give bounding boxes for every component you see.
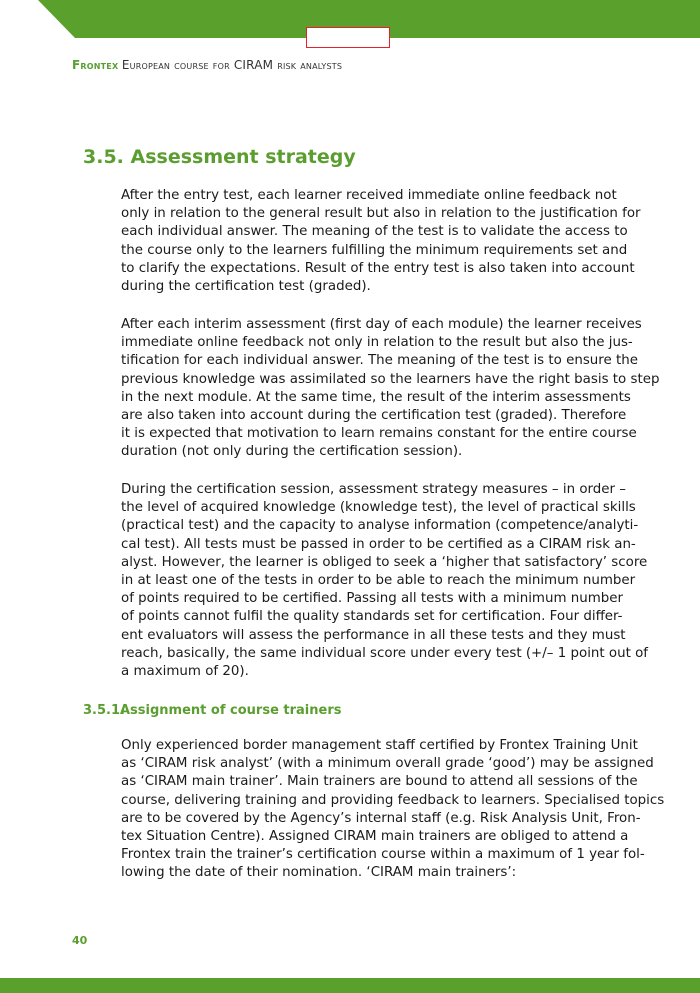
text-line: During the certification session, assessment strategy measures – in order –	[121, 482, 627, 497]
running-header-brand: Frontex	[72, 58, 119, 72]
text-line: the course only to the learners fulfilling the minimum requirements set and	[121, 242, 628, 258]
text-line: it is expected that motivation to learn remains constant for the entire course	[121, 426, 637, 442]
page-number: 40	[72, 934, 88, 947]
paragraph-entry-test	[121, 187, 641, 296]
text-line: in at least one of the tests in order to be able to reach the minimum number	[121, 573, 636, 589]
text-line: each individual answer. The meaning of the test is to validate the access to	[121, 224, 628, 240]
text-line: course, delivering training and providing feedback to learners. Specialised topics	[121, 792, 665, 808]
text-line: a maximum of 20).	[121, 664, 249, 680]
text-line: to clarify the expectations. Result of the entry test is also taken into account	[121, 260, 635, 276]
text-line: cal test). All tests must be passed in order to be certified as a CIRAM risk an-	[121, 536, 636, 552]
subsection-title	[83, 703, 341, 718]
text-line: immediate online feedback not only in relation to the result but also the jus-	[121, 335, 633, 351]
text-line: as ‘CIRAM risk analyst’ (with a minimum overall grade ‘good’) may be assigned	[121, 756, 654, 772]
text-line: of points required to be certified. Passing all tests with a minimum number	[121, 591, 624, 607]
text-line: ent evaluators will assess the performance in all these tests and they must	[121, 627, 626, 643]
text-line: previous knowledge was assimilated so the learners have the right basis to step	[121, 371, 660, 387]
text-line: Only experienced border management staff certified by Frontex Training Unit	[121, 738, 638, 753]
subsection-title-text: Assignment of course trainers	[120, 703, 342, 718]
text-line: duration (not only during the certification session).	[121, 444, 463, 460]
red-annotation-box	[306, 27, 390, 48]
text-line: are to be covered by the Agency’s internal staff (e.g. Risk Analysis Unit, Fron-	[121, 810, 641, 826]
footer-bar	[0, 978, 700, 993]
paragraph-interim-assessment	[121, 316, 660, 462]
text-line: are also taken into account during the certification test (graded). Therefore	[121, 408, 627, 424]
running-header-course: European course for CIRAM risk analysts	[121, 58, 343, 72]
text-line: (practical test) and the capacity to analyse information (competence/analyti-	[121, 518, 639, 534]
text-line: Frontex train the trainer’s certification course within a maximum of 1 year fol-	[121, 847, 645, 863]
text-line: reach, basically, the same individual score under every test (+/– 1 point out of	[121, 645, 649, 661]
text-line: lowing the date of their nomination. ‘CIRAM main trainers’:	[121, 865, 517, 881]
text-line: alyst. However, the learner is obliged to seek a ‘higher that satisfactory’ score	[121, 554, 648, 570]
text-line: After each interim assessment (first day of each module) the learner receives	[121, 317, 642, 332]
text-line: tification for each individual answer. The meaning of the test is to ensure the	[121, 353, 638, 369]
text-line: of points cannot fulfil the quality standards set for certification. Four differ-	[121, 609, 623, 625]
text-line: during the certification test (graded).	[121, 279, 371, 295]
paragraph-certification-session	[121, 481, 649, 681]
subsection-number: 3.5.1.	[83, 703, 125, 718]
text-line: the level of acquired knowledge (knowledge test), the level of practical skills	[121, 500, 636, 516]
section-title: 3.5. Assessment strategy	[83, 146, 356, 168]
paragraph-course-trainers	[121, 737, 665, 883]
text-line: tex Situation Centre). Assigned CIRAM main trainers are obliged to attend a	[121, 829, 629, 845]
text-line: After the entry test, each learner received immediate online feedback not	[121, 188, 617, 203]
running-header	[72, 58, 342, 72]
text-line: as ‘CIRAM main trainer’. Main trainers are bound to attend all sessions of the	[121, 774, 638, 790]
text-line: in the next module. At the same time, the result of the interim assessments	[121, 389, 631, 405]
text-line: only in relation to the general result but also in relation to the justification for	[121, 206, 641, 222]
